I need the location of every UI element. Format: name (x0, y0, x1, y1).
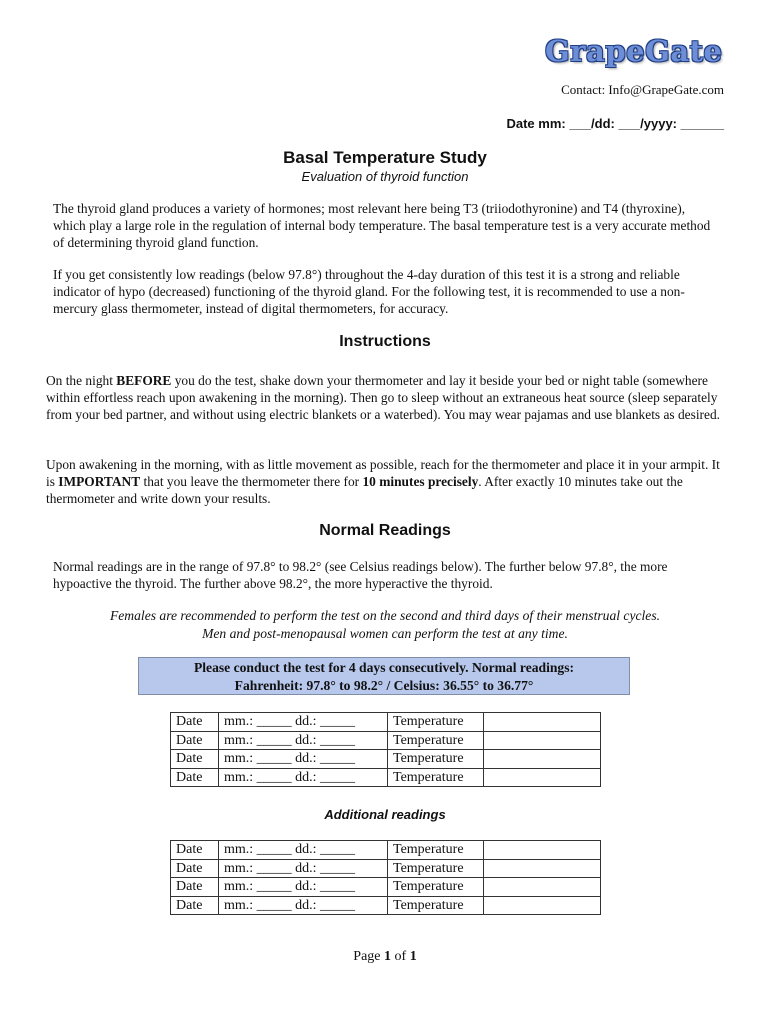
intro-paragraph-2: If you get consistently low readings (below 97.8°) throughout the 4-day duration of this test it is a strong and reliable indicator of hypo (decreased) functioning of the thyroid gland. For the following test, it is recommended to use a non-mercury glass thermometer, instead of digital thermometers, for accuracy. (53, 267, 685, 316)
table-row (171, 878, 601, 897)
additional-readings-table (170, 840, 601, 915)
date-label: Date (171, 713, 219, 732)
grapegate-logo: GrapeGate (545, 34, 723, 68)
temperature-label: Temperature (388, 768, 484, 787)
date-entry[interactable]: mm.: _____ dd.: _____ (219, 896, 388, 915)
date-label: Date (171, 731, 219, 750)
date-label: Date (171, 896, 219, 915)
callout-line-1: Please conduct the test for 4 days consecutively. Normal readings: (193, 660, 575, 675)
temperature-entry[interactable] (484, 768, 601, 787)
temperature-label: Temperature (388, 731, 484, 750)
table-row (171, 768, 601, 787)
table-row (171, 750, 601, 769)
date-label: Date (171, 859, 219, 878)
table-row (171, 731, 601, 750)
temperature-entry[interactable] (484, 713, 601, 732)
temperature-entry[interactable] (484, 859, 601, 878)
normal-readings-paragraph: Normal readings are in the range of 97.8° to 98.2° (see Celsius readings below). The further below 97.8°, the more hypoactive the thyroid. The further above 98.2°, the more hyperactive the thyroid. (53, 559, 668, 591)
date-entry[interactable]: mm.: _____ dd.: _____ (219, 768, 388, 787)
temperature-entry[interactable] (484, 731, 601, 750)
page-title: Basal Temperature Study (283, 148, 487, 167)
page-footer: Page 1 of 1 (353, 949, 417, 964)
recommendation-line-2: Men and post-menopausal women can perform the test at any time. (202, 626, 568, 641)
temperature-label: Temperature (388, 859, 484, 878)
instructions-paragraph-2: Upon awakening in the morning, with as little movement as possible, reach for the thermometer and place it in your armpit. It is IMPORTANT that you leave the thermometer there for 10 minutes precisely. After exactly 10 minutes take out the thermometer and write down your results. (46, 457, 720, 506)
recommendation-line-1: Females are recommended to perform the test on the second and third days of their menstrual cycles. (109, 608, 661, 623)
temperature-label: Temperature (388, 878, 484, 897)
temperature-entry[interactable] (484, 878, 601, 897)
temperature-label: Temperature (388, 750, 484, 769)
table-row (171, 713, 601, 732)
date-entry[interactable]: mm.: _____ dd.: _____ (219, 878, 388, 897)
callout-line-2: Fahrenheit: 97.8° to 98.2° / Celsius: 36.55° to 36.77° (234, 678, 534, 693)
temperature-entry[interactable] (484, 896, 601, 915)
contact-email: Contact: Info@GrapeGate.com (561, 82, 724, 97)
normal-readings-callout (138, 657, 630, 695)
date-entry[interactable]: mm.: _____ dd.: _____ (219, 859, 388, 878)
instructions-paragraph-1: On the night BEFORE you do the test, shake down your thermometer and lay it beside your bed or night table (somewhere within effortless reach upon awakening in the morning). Then go to sleep without an extraneous heat source (sleep separately from your bed partner, and without using electric blankets or a waterbed). You may wear pajamas and use blankets as desired. (46, 373, 720, 422)
total-pages: 1 (409, 949, 417, 964)
date-label: Date (171, 841, 219, 860)
date-label: Date (171, 750, 219, 769)
normal-readings-heading: Normal Readings (319, 522, 451, 539)
current-page: 1 (384, 949, 392, 964)
instructions-heading: Instructions (339, 333, 431, 350)
date-label: Date (171, 768, 219, 787)
temperature-entry[interactable] (484, 841, 601, 860)
date-entry[interactable]: mm.: _____ dd.: _____ (219, 713, 388, 732)
date-label: Date (171, 878, 219, 897)
date-entry[interactable]: mm.: _____ dd.: _____ (219, 731, 388, 750)
table-row (171, 896, 601, 915)
temperature-label: Temperature (388, 896, 484, 915)
readings-table (170, 712, 601, 787)
temperature-label: Temperature (388, 713, 484, 732)
temperature-entry[interactable] (484, 750, 601, 769)
date-entry[interactable]: mm.: _____ dd.: _____ (219, 841, 388, 860)
additional-readings-heading: Additional readings (324, 807, 446, 822)
recommendation-note (0, 607, 770, 643)
date-field[interactable]: Date mm: ___/dd: ___/yyyy: ______ (506, 116, 724, 131)
table-row (171, 841, 601, 860)
temperature-label: Temperature (388, 841, 484, 860)
table-row (171, 859, 601, 878)
intro-paragraph-1: The thyroid gland produces a variety of hormones; most relevant here being T3 (triiodothyronine) and T4 (thyroxine), which play a large role in the regulation of internal body temperature. The basal temperature test is a very accurate method of determining thyroid gland function. (53, 201, 711, 250)
page-subtitle: Evaluation of thyroid function (301, 169, 469, 184)
date-entry[interactable]: mm.: _____ dd.: _____ (219, 750, 388, 769)
